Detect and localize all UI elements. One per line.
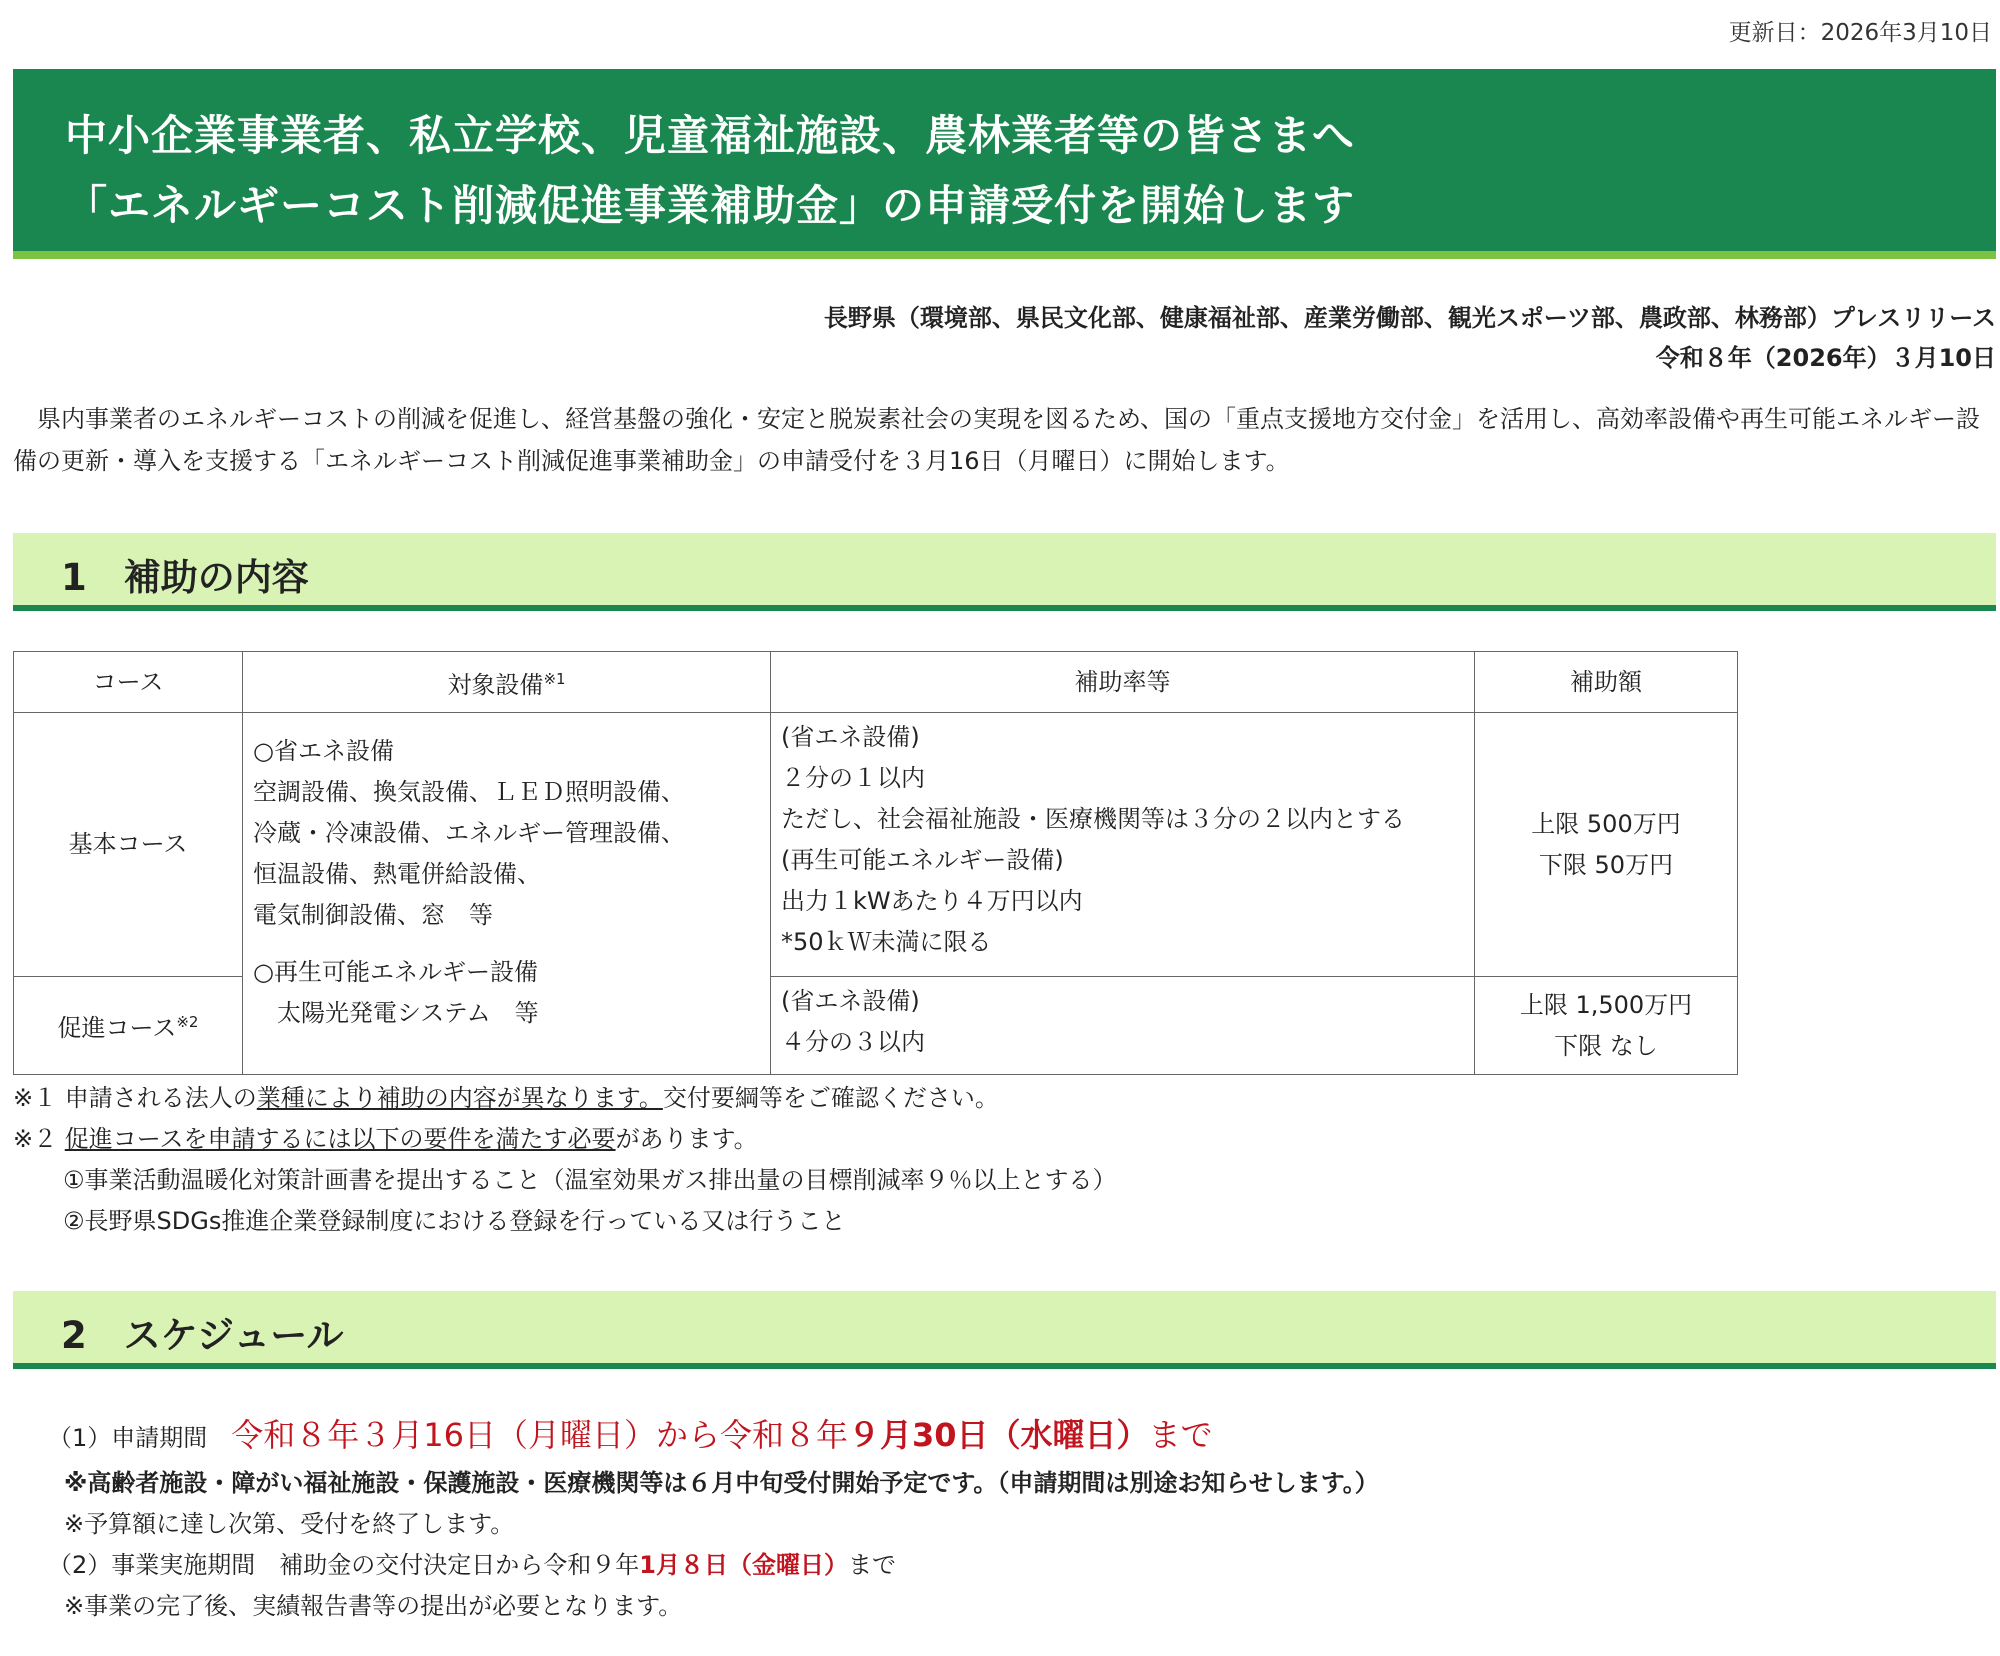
col-course: コース [14, 652, 243, 713]
note-text: があります。 [615, 1125, 758, 1153]
note-underline: 業種により補助の内容が異なります。 [256, 1084, 663, 1112]
implementation-period [48, 1545, 1379, 1586]
amount-line: 下限 なし [1554, 1031, 1658, 1060]
amount-promo [1475, 977, 1738, 1075]
equipment-line: ○省エネ設備 [253, 737, 394, 765]
schedule [48, 1410, 1379, 1627]
schedule-note-2: ※予算額に達し次第、受付を終了します。 [64, 1510, 515, 1538]
equipment-line: 冷蔵・冷凍設備、エネルギー管理設備、 [253, 819, 685, 847]
course-basic: 基本コース [14, 713, 243, 977]
amount-basic [1475, 713, 1738, 977]
schedule-note-1: ※高齢者施設・障がい福祉施設・保護施設・医療機関等は６月中旬受付開始予定です。（申請期間は別途お知らせします。） [64, 1469, 1379, 1497]
col-rate: 補助率等 [771, 652, 1475, 713]
footnote-ref: ※1 [543, 669, 566, 688]
requirement-1: ①事業活動温暖化対策計画書を提出すること（温室効果ガス排出量の目標削減率９％以上とする） [63, 1166, 1117, 1194]
footnote-ref: ※2 [176, 1013, 199, 1031]
application-period [48, 1410, 1379, 1463]
course-promo [14, 977, 243, 1075]
table-row [14, 713, 1738, 977]
rate-line: ただし、社会福祉施設・医療機関等は３分の２以内とする [781, 805, 1405, 833]
release-date: 令和８年（2026年）３月10日 [1655, 344, 1996, 372]
lead-paragraph: 県内事業者のエネルギーコストの削減を促進し、経営基盤の強化・安定と脱炭素社会の実現を図るため、国の「重点支援地方交付金」を活用し、高効率設備や再生可能エネルギー設備の更新・導入を支援する「エネルギーコスト削減促進事業補助金」の申請受付を３月16日（月曜日）に開始します。 [13, 405, 1981, 475]
amount-line: 上限 500万円 [1531, 809, 1681, 838]
rate-line: ４分の３以内 [781, 1028, 925, 1056]
footnote-2 [13, 1119, 1117, 1160]
rate-line: (再生可能エネルギー設備) [781, 846, 1064, 874]
course-promo-label: 促進コース [57, 1014, 177, 1042]
amount-line: 下限 50万円 [1538, 850, 1674, 879]
schedule-note-3: ※事業の完了後、実績報告書等の提出が必要となります。 [64, 1592, 683, 1620]
col-amount: 補助額 [1475, 652, 1738, 713]
period-label: （1）申請期間 [48, 1424, 232, 1452]
period-end: ９月30日（水曜日） [848, 1416, 1149, 1454]
rate-basic [771, 713, 1475, 977]
title-banner [13, 69, 1996, 259]
requirement-2: ②長野県SDGs推進企業登録制度における登録を行っている又は行うこと [63, 1207, 846, 1235]
rate-line: ２分の１以内 [781, 764, 925, 792]
issuer: 長野県（環境部、県民文化部、健康福祉部、産業労働部、観光スポーツ部、農政部、林務部）プレスリリース [823, 304, 1996, 332]
footnotes [13, 1078, 1117, 1242]
section-heading-2: 2 スケジュール [13, 1291, 1996, 1369]
note-text: ※２ [13, 1125, 65, 1153]
period-suffix: まで [1148, 1416, 1213, 1454]
equipment-line: 空調設備、換気設備、ＬＥＤ照明設備、 [253, 778, 685, 806]
issuer-block [824, 298, 1996, 378]
note-text: 交付要綱等をご確認ください。 [662, 1084, 999, 1112]
col-equipment-label: 対象設備 [447, 670, 544, 699]
period-end: 1月８日（金曜日） [639, 1551, 848, 1579]
rate-line: (省エネ設備) [781, 987, 920, 1015]
updated-date: 更新日：2026年3月10日 [1728, 20, 1992, 46]
rate-promo [771, 977, 1475, 1075]
equipment-line: ○再生可能エネルギー設備 [253, 958, 538, 986]
subsidy-table [13, 651, 1738, 1075]
rate-line: *50ｋＷ未満に限る [781, 928, 992, 956]
col-equipment [243, 652, 771, 713]
table-header-row [14, 652, 1738, 713]
rate-line: 出力１kWあたり４万円以内 [781, 887, 1083, 915]
note-underline: 促進コースを申請するには以下の要件を満たす必要 [64, 1125, 616, 1153]
period-start: 令和８年３月16日（月曜日）から令和８年 [231, 1416, 849, 1454]
rate-line: (省エネ設備) [781, 723, 920, 751]
equipment-line: 太陽光発電システム 等 [253, 999, 539, 1027]
page-title-line1: 中小企業事業者、私立学校、児童福祉施設、農林業者等の皆さまへ [65, 111, 1356, 160]
equipment-line: 恒温設備、熱電併給設備、 [253, 860, 541, 888]
equipment-cell [243, 713, 771, 1075]
period-label: （2）事業実施期間 補助金の交付決定日から令和９年 [48, 1551, 640, 1579]
equipment-line: 電気制御設備、窓 等 [253, 901, 493, 929]
section-heading-1: 1 補助の内容 [13, 533, 1996, 611]
amount-line: 上限 1,500万円 [1519, 990, 1693, 1019]
page-title-line2: 「エネルギーコスト削減促進事業補助金」の申請受付を開始します [65, 181, 1356, 230]
note-text: ※１ 申請される法人の [13, 1084, 257, 1112]
footnote-1 [13, 1078, 1117, 1119]
period-suffix: まで [847, 1551, 896, 1579]
